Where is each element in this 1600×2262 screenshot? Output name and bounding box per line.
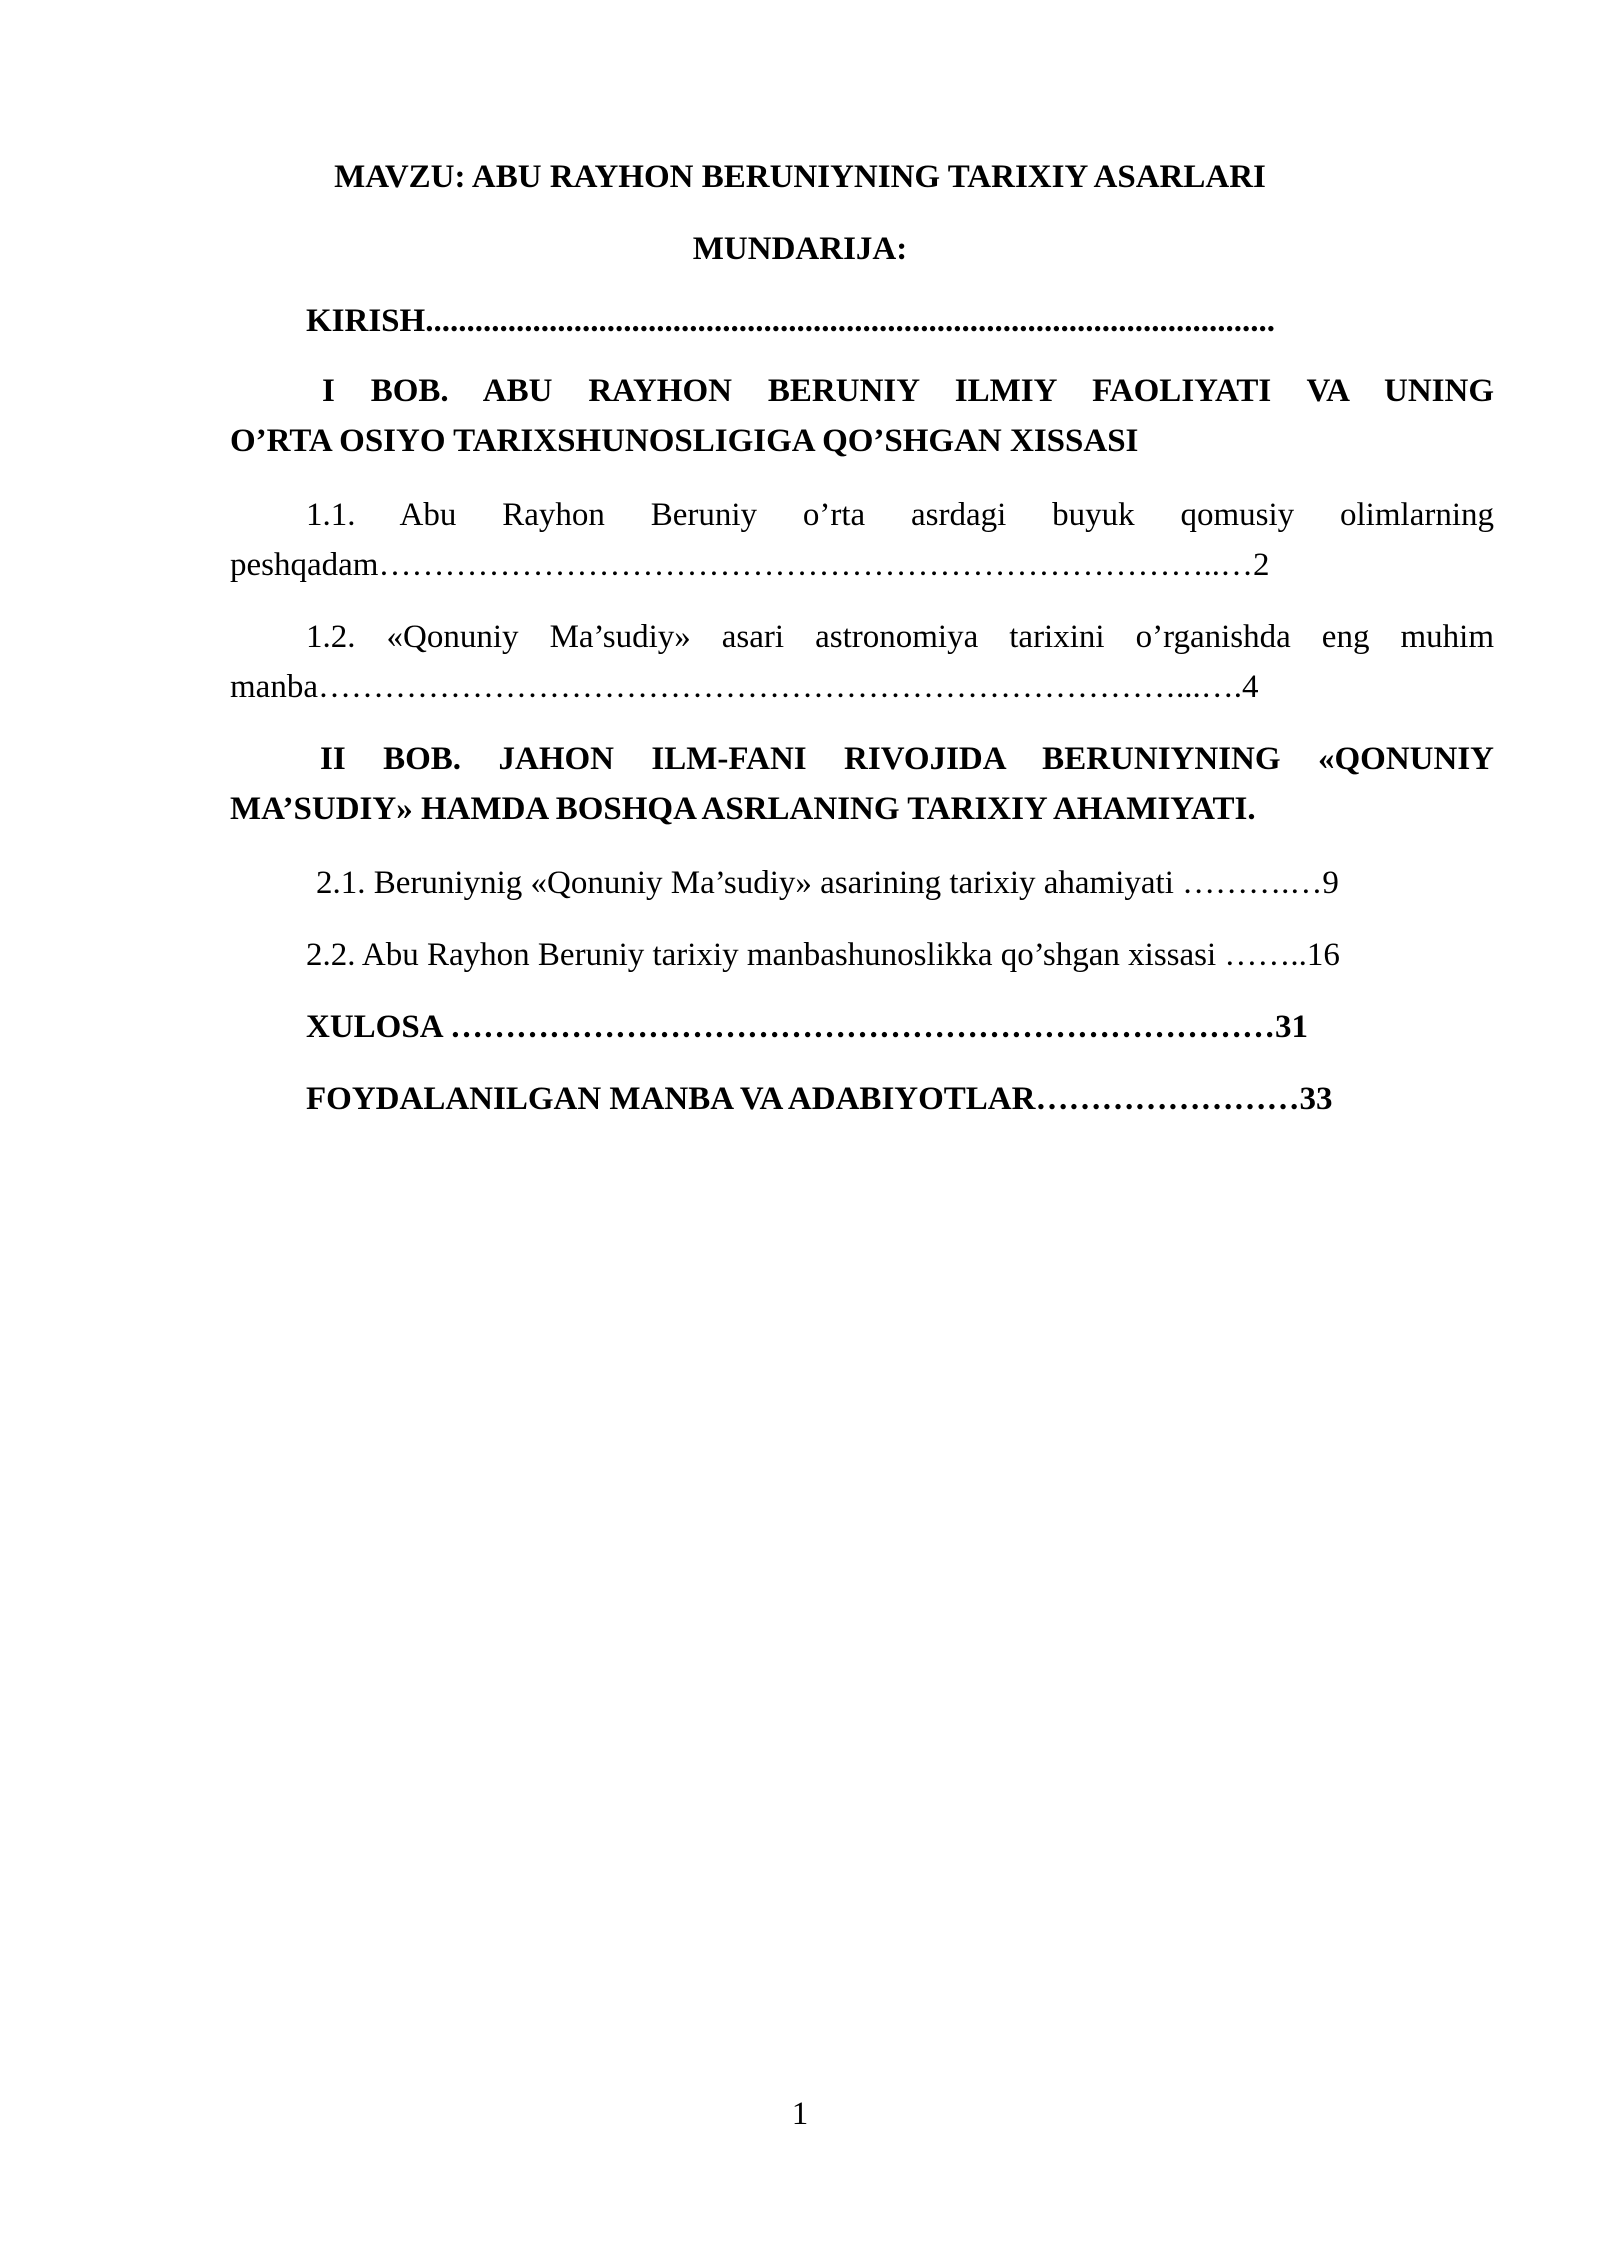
toc-section-2-1: 2.1. Beruniynig «Qonuniy Ma’sudiy» asarining tarixiy ahamiyati ……….…9 [316,865,1339,901]
toc-chapter2-line2: MA’SUDIY» HAMDA BOSHQA ASRLANING TARIXIY AHAMIYATI. [230,791,1256,827]
toc-chapter2-line1: II BOB. JAHON ILM-FANI RIVOJIDA BERUNIYNING «QONUNIY [320,741,1494,777]
toc-section-1-1-line2: peshqadam…………………………………………………………………..…2 [230,547,1270,583]
toc-section-1-2-line2: manba……………………………………………………………………...….4 [230,669,1259,705]
toc-chapter1-line2: O’RTA OSIYO TARIXSHUNOSLIGIGA QO’SHGAN XISSASI [230,423,1139,459]
page-number: 1 [791,2096,809,2132]
toc-section-2-2: 2.2. Abu Rayhon Beruniy tarixiy manbashunoslikka qo’shgan xissasi ……..16 [306,937,1340,973]
toc-section-1-1-line1: 1.1. Abu Rayhon Beruniy o’rta asrdagi buyuk qomusiy olimlarning [306,497,1494,533]
contents-heading: MUNDARIJA: [692,231,908,267]
toc-section-1-2-line1: 1.2. «Qonuniy Ma’sudiy» asari astronomiya tarixini o’rganishda eng muhim [306,619,1494,655]
toc-intro-entry: KIRISH....................................................................................................... [306,303,1275,339]
toc-bibliography: FOYDALANILGAN MANBA VA ADABIYOTLAR……………………33 [306,1081,1333,1117]
topic-title: MAVZU: ABU RAYHON BERUNIYNING TARIXIY ASARLARI [334,159,1266,195]
toc-chapter1-line1: I BOB. ABU RAYHON BERUNIY ILMIY FAOLIYATI VA UNING [322,373,1494,409]
toc-conclusion: XULOSA …………………………………………………………………31 [306,1009,1308,1045]
